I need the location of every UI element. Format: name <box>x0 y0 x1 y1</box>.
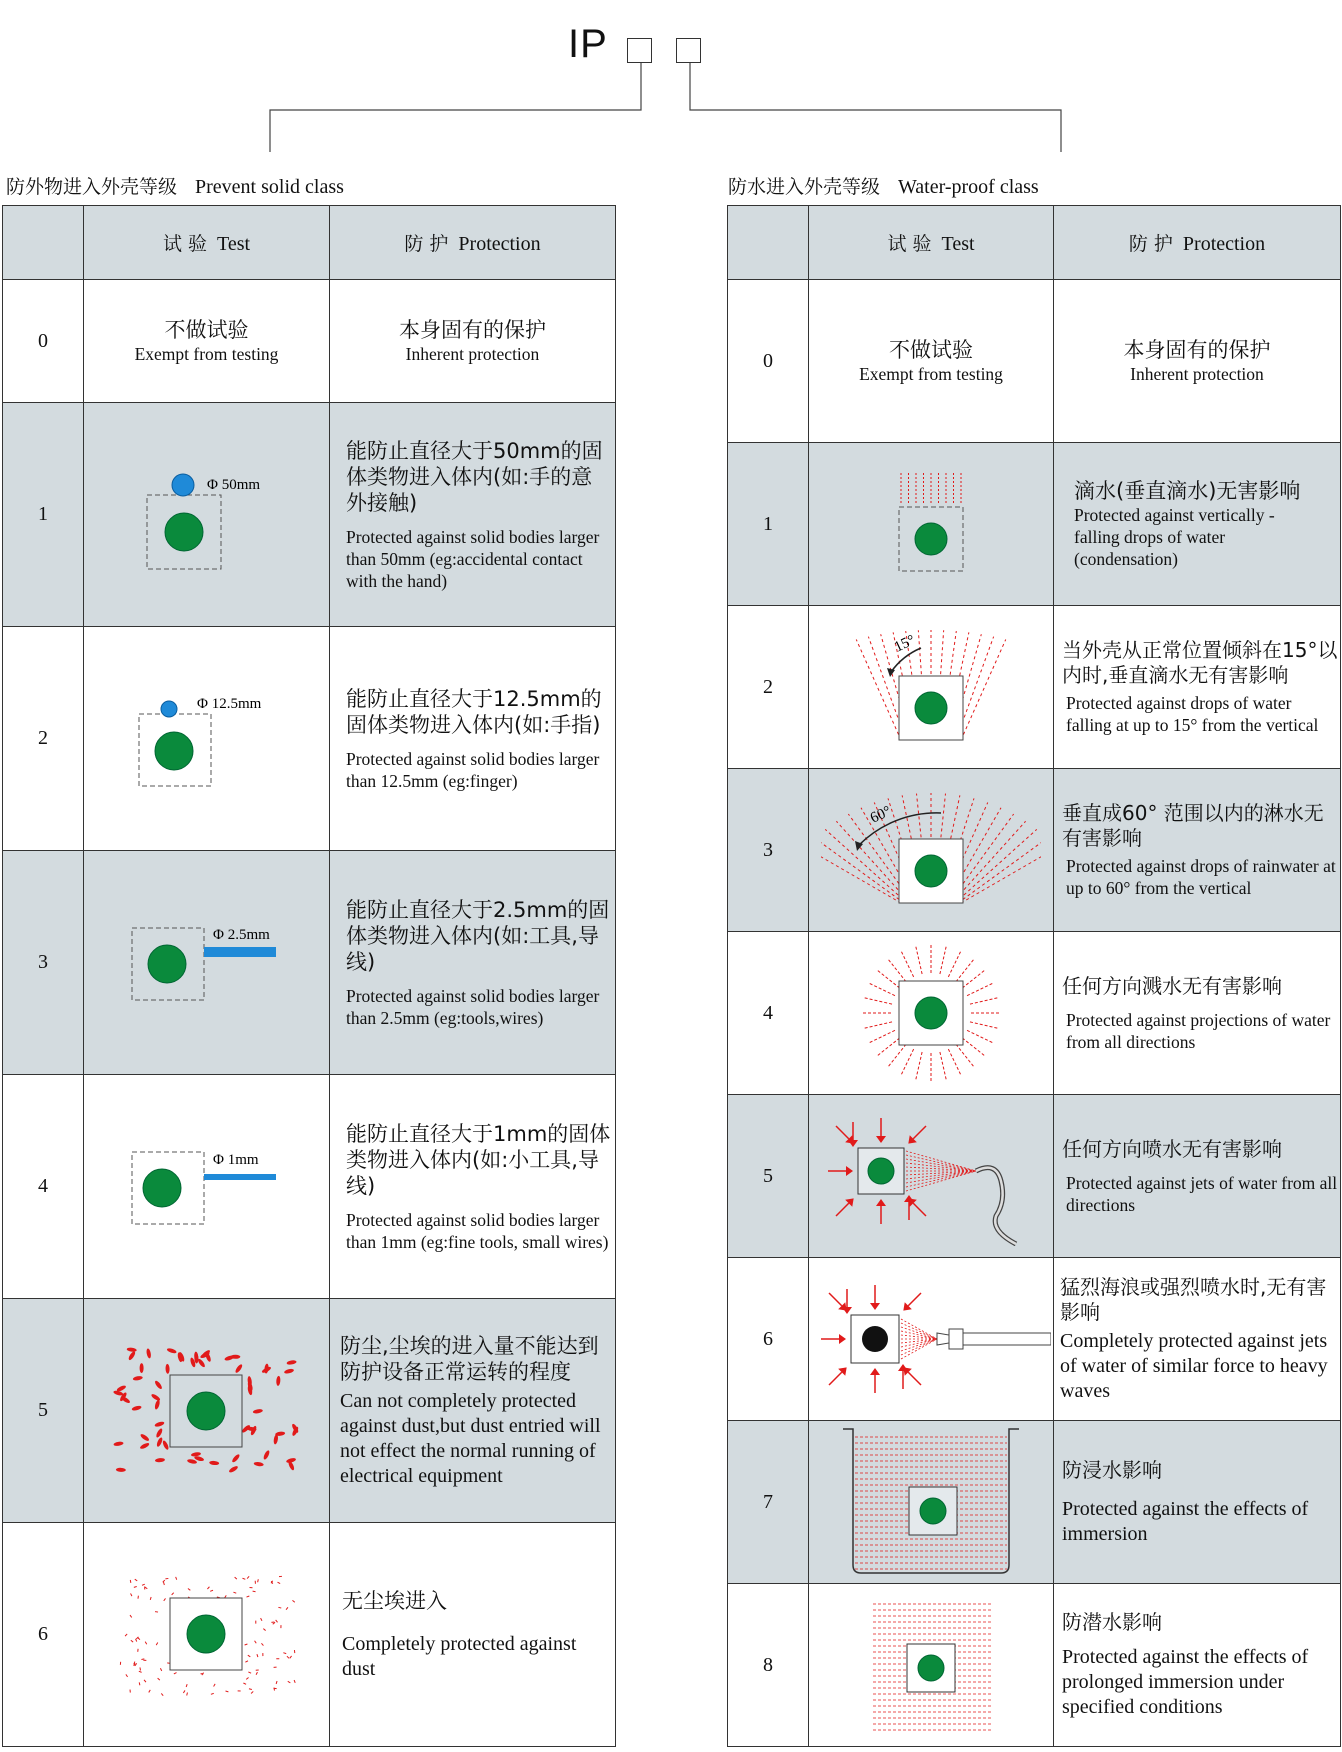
water-protection-3: 垂直成60° 范围以内的淋水无有害影响 Protected against drops of rainwater at up to 60° from the vertical <box>1054 769 1341 932</box>
water-test-2 <box>809 606 1054 769</box>
solid-12-5mm-diagram <box>107 684 307 794</box>
green-core-icon <box>915 523 947 555</box>
water-test-8 <box>809 1584 1054 1747</box>
water-row-2 <box>728 606 1341 769</box>
water-submersion-diagram <box>831 1590 1031 1740</box>
solid-50mm-diagram <box>107 455 307 575</box>
probe-wire-icon <box>204 1174 276 1180</box>
solid-1mm-diagram <box>107 1137 307 1237</box>
water-protection-0: 本身固有的保护 Inherent protection <box>1054 280 1341 443</box>
water-test-5 <box>809 1095 1054 1258</box>
water-protection-6: 猛烈海浪或强烈喷水时,无有害影响 Completely protected against jets of water of similar force to heavy waves <box>1054 1258 1341 1421</box>
solid-protection-4: 能防止直径大于1mm的固体类物进入体内(如:小工具,导线) Protected against solid bodies larger than 1mm (eg:fine tools, small wires) <box>330 1075 616 1299</box>
solid-row-4 <box>3 1075 616 1299</box>
solid-test-6 <box>84 1523 330 1747</box>
water-heading-zh: 防水进入外壳等级 <box>728 176 881 198</box>
water-row-6 <box>728 1258 1341 1421</box>
nozzle-ring-icon <box>949 1329 963 1349</box>
solid-level-1: 1 <box>3 403 84 627</box>
angle-label: 60° <box>867 803 894 827</box>
solid-row-6 <box>3 1523 616 1747</box>
water-header-row <box>728 206 1341 280</box>
water-row-8 <box>728 1584 1341 1747</box>
solid-test-5 <box>84 1299 330 1523</box>
solid-heading-en: Prevent solid class <box>195 176 344 198</box>
water-protection-1: 滴水(垂直滴水)无害影响 Protected against vertically -falling drops of water (condensation) <box>1054 443 1341 606</box>
green-core-icon <box>187 1392 225 1430</box>
water-level-7: 7 <box>728 1421 809 1584</box>
ip-title: IP <box>568 22 608 66</box>
water-section-heading <box>728 172 1039 199</box>
water-spraying-diagram <box>821 785 1041 915</box>
solid-level-3: 3 <box>3 851 84 1075</box>
probe-rod-icon <box>204 947 276 957</box>
green-core-icon <box>920 1498 946 1524</box>
solid-header-blank <box>3 206 84 280</box>
solid-test-2 <box>84 627 330 851</box>
hose-icon <box>976 1168 1016 1244</box>
solid-header-test: 试 验 Test <box>84 206 330 280</box>
water-immersion-diagram <box>809 1427 1053 1577</box>
solid-protection-6: 无尘埃进入 Completely protected against dust <box>330 1523 616 1747</box>
nozzle-pipe-icon <box>961 1333 1051 1345</box>
water-level-5: 5 <box>728 1095 809 1258</box>
black-core-icon <box>862 1326 888 1352</box>
solid-protection-0: 本身固有的保护 Inherent protection <box>330 280 616 403</box>
water-level-2: 2 <box>728 606 809 769</box>
water-level-8: 8 <box>728 1584 809 1747</box>
water-row-0 <box>728 280 1341 443</box>
probe-label: Φ 2.5mm <box>212 926 270 943</box>
green-core-icon <box>918 1655 944 1681</box>
solid-test-1 <box>84 403 330 627</box>
solid-header-protection: 防 护 Protection <box>330 206 616 280</box>
solid-class-table <box>2 205 616 1747</box>
solid-test-4 <box>84 1075 330 1299</box>
solid-header-row <box>3 206 616 280</box>
water-level-0: 0 <box>728 280 809 443</box>
solid-test-3 <box>84 851 330 1075</box>
water-jet-diagram <box>816 1106 1046 1246</box>
water-heading-en: Water-proof class <box>898 176 1039 198</box>
solid-row-5 <box>3 1299 616 1523</box>
water-header-protection: 防 护 Protection <box>1054 206 1341 280</box>
water-row-3 <box>728 769 1341 932</box>
nozzle-tip-icon <box>937 1333 949 1345</box>
water-dripping-diagram <box>831 469 1031 579</box>
green-core-icon <box>915 692 947 724</box>
water-test-6 <box>809 1258 1054 1421</box>
solid-level-6: 6 <box>3 1523 84 1747</box>
solid-2-5mm-diagram <box>107 913 307 1013</box>
water-test-1 <box>809 443 1054 606</box>
water-level-6: 6 <box>728 1258 809 1421</box>
ip-connector-lines <box>0 0 1342 160</box>
hose-inner-icon <box>976 1168 1016 1244</box>
water-protection-7: 防浸水影响 Protected against the effects of immersion <box>1054 1421 1341 1584</box>
solid-protection-2: 能防止直径大于12.5mm的固体类物进入体内(如:手指) Protected against solid bodies larger than 12.5mm (eg:finger) <box>330 627 616 851</box>
green-core-icon <box>155 732 193 770</box>
water-level-4: 4 <box>728 932 809 1095</box>
solid-heading-zh: 防外物进入外壳等级 <box>6 176 178 198</box>
green-core-icon <box>915 997 947 1029</box>
water-protection-5: 任何方向喷水无有害影响 Protected against jets of water from all directions <box>1054 1095 1341 1258</box>
water-splashing-diagram <box>831 943 1031 1083</box>
water-drops-icon <box>901 473 961 505</box>
water-level-1: 1 <box>728 443 809 606</box>
solid-dust-tight-diagram <box>107 1570 307 1700</box>
solid-row-0 <box>3 280 616 403</box>
water-header-blank <box>728 206 809 280</box>
solid-row-2 <box>3 627 616 851</box>
water-powerful-jet-diagram <box>811 1269 1051 1409</box>
water-protection-8: 防潜水影响 Protected against the effects of prolonged immersion under specified conditions <box>1054 1584 1341 1747</box>
water-row-5 <box>728 1095 1341 1258</box>
probe-sphere-icon <box>172 474 194 496</box>
solid-row-1 <box>3 403 616 627</box>
water-test-7 <box>809 1421 1054 1584</box>
water-header-test: 试 验 Test <box>809 206 1054 280</box>
water-test-0: 不做试验 Exempt from testing <box>809 280 1054 443</box>
water-level-3: 3 <box>728 769 809 932</box>
probe-sphere-icon <box>161 701 177 717</box>
solid-row-3 <box>3 851 616 1075</box>
solid-protection-1: 能防止直径大于50mm的固体类物进入体内(如:手的意外接触) Protected against solid bodies larger than 50mm (eg:accidental contact with the hand) <box>330 403 616 627</box>
water-test-4 <box>809 932 1054 1095</box>
green-core-icon <box>868 1158 894 1184</box>
green-core-icon <box>148 945 186 983</box>
probe-label: Φ 1mm <box>212 1151 259 1168</box>
solid-level-5: 5 <box>3 1299 84 1523</box>
solid-protection-3: 能防止直径大于2.5mm的固体类物进入体内(如:工具,导线) Protected against solid bodies larger than 2.5mm (eg:tools,wires) <box>330 851 616 1075</box>
solid-dust-protected-diagram <box>107 1341 307 1481</box>
green-core-icon <box>165 513 203 551</box>
water-class-table <box>727 205 1341 1747</box>
green-core-icon <box>915 855 947 887</box>
solid-level-4: 4 <box>3 1075 84 1299</box>
water-protection-4: 任何方向溅水无有害影响 Protected against projections of water from all directions <box>1054 932 1341 1095</box>
probe-label: Φ 12.5mm <box>196 695 261 712</box>
water-protection-2: 当外壳从正常位置倾斜在15°以内时,垂直滴水无有害影响 Protected against drops of water falling at up to 15° from the vertical <box>1054 606 1341 769</box>
water-row-1 <box>728 443 1341 606</box>
water-row-4 <box>728 932 1341 1095</box>
solid-protection-5: 防尘,尘埃的进入量不能达到防护设备正常运转的程度 Can not completely protected against dust,but dust entried will not effect the normal running of electrical equipment <box>330 1299 616 1523</box>
angle-label: 15° <box>891 632 918 656</box>
water-tilted-drip-diagram <box>831 622 1031 752</box>
water-row-7 <box>728 1421 1341 1584</box>
solid-level-2: 2 <box>3 627 84 851</box>
solid-section-heading <box>6 172 344 199</box>
probe-label: Φ 50mm <box>206 476 260 493</box>
solid-level-0: 0 <box>3 280 84 403</box>
green-core-icon <box>143 1169 181 1207</box>
solid-test-0: 不做试验 Exempt from testing <box>84 280 330 403</box>
green-core-icon <box>187 1615 225 1653</box>
water-test-3 <box>809 769 1054 932</box>
